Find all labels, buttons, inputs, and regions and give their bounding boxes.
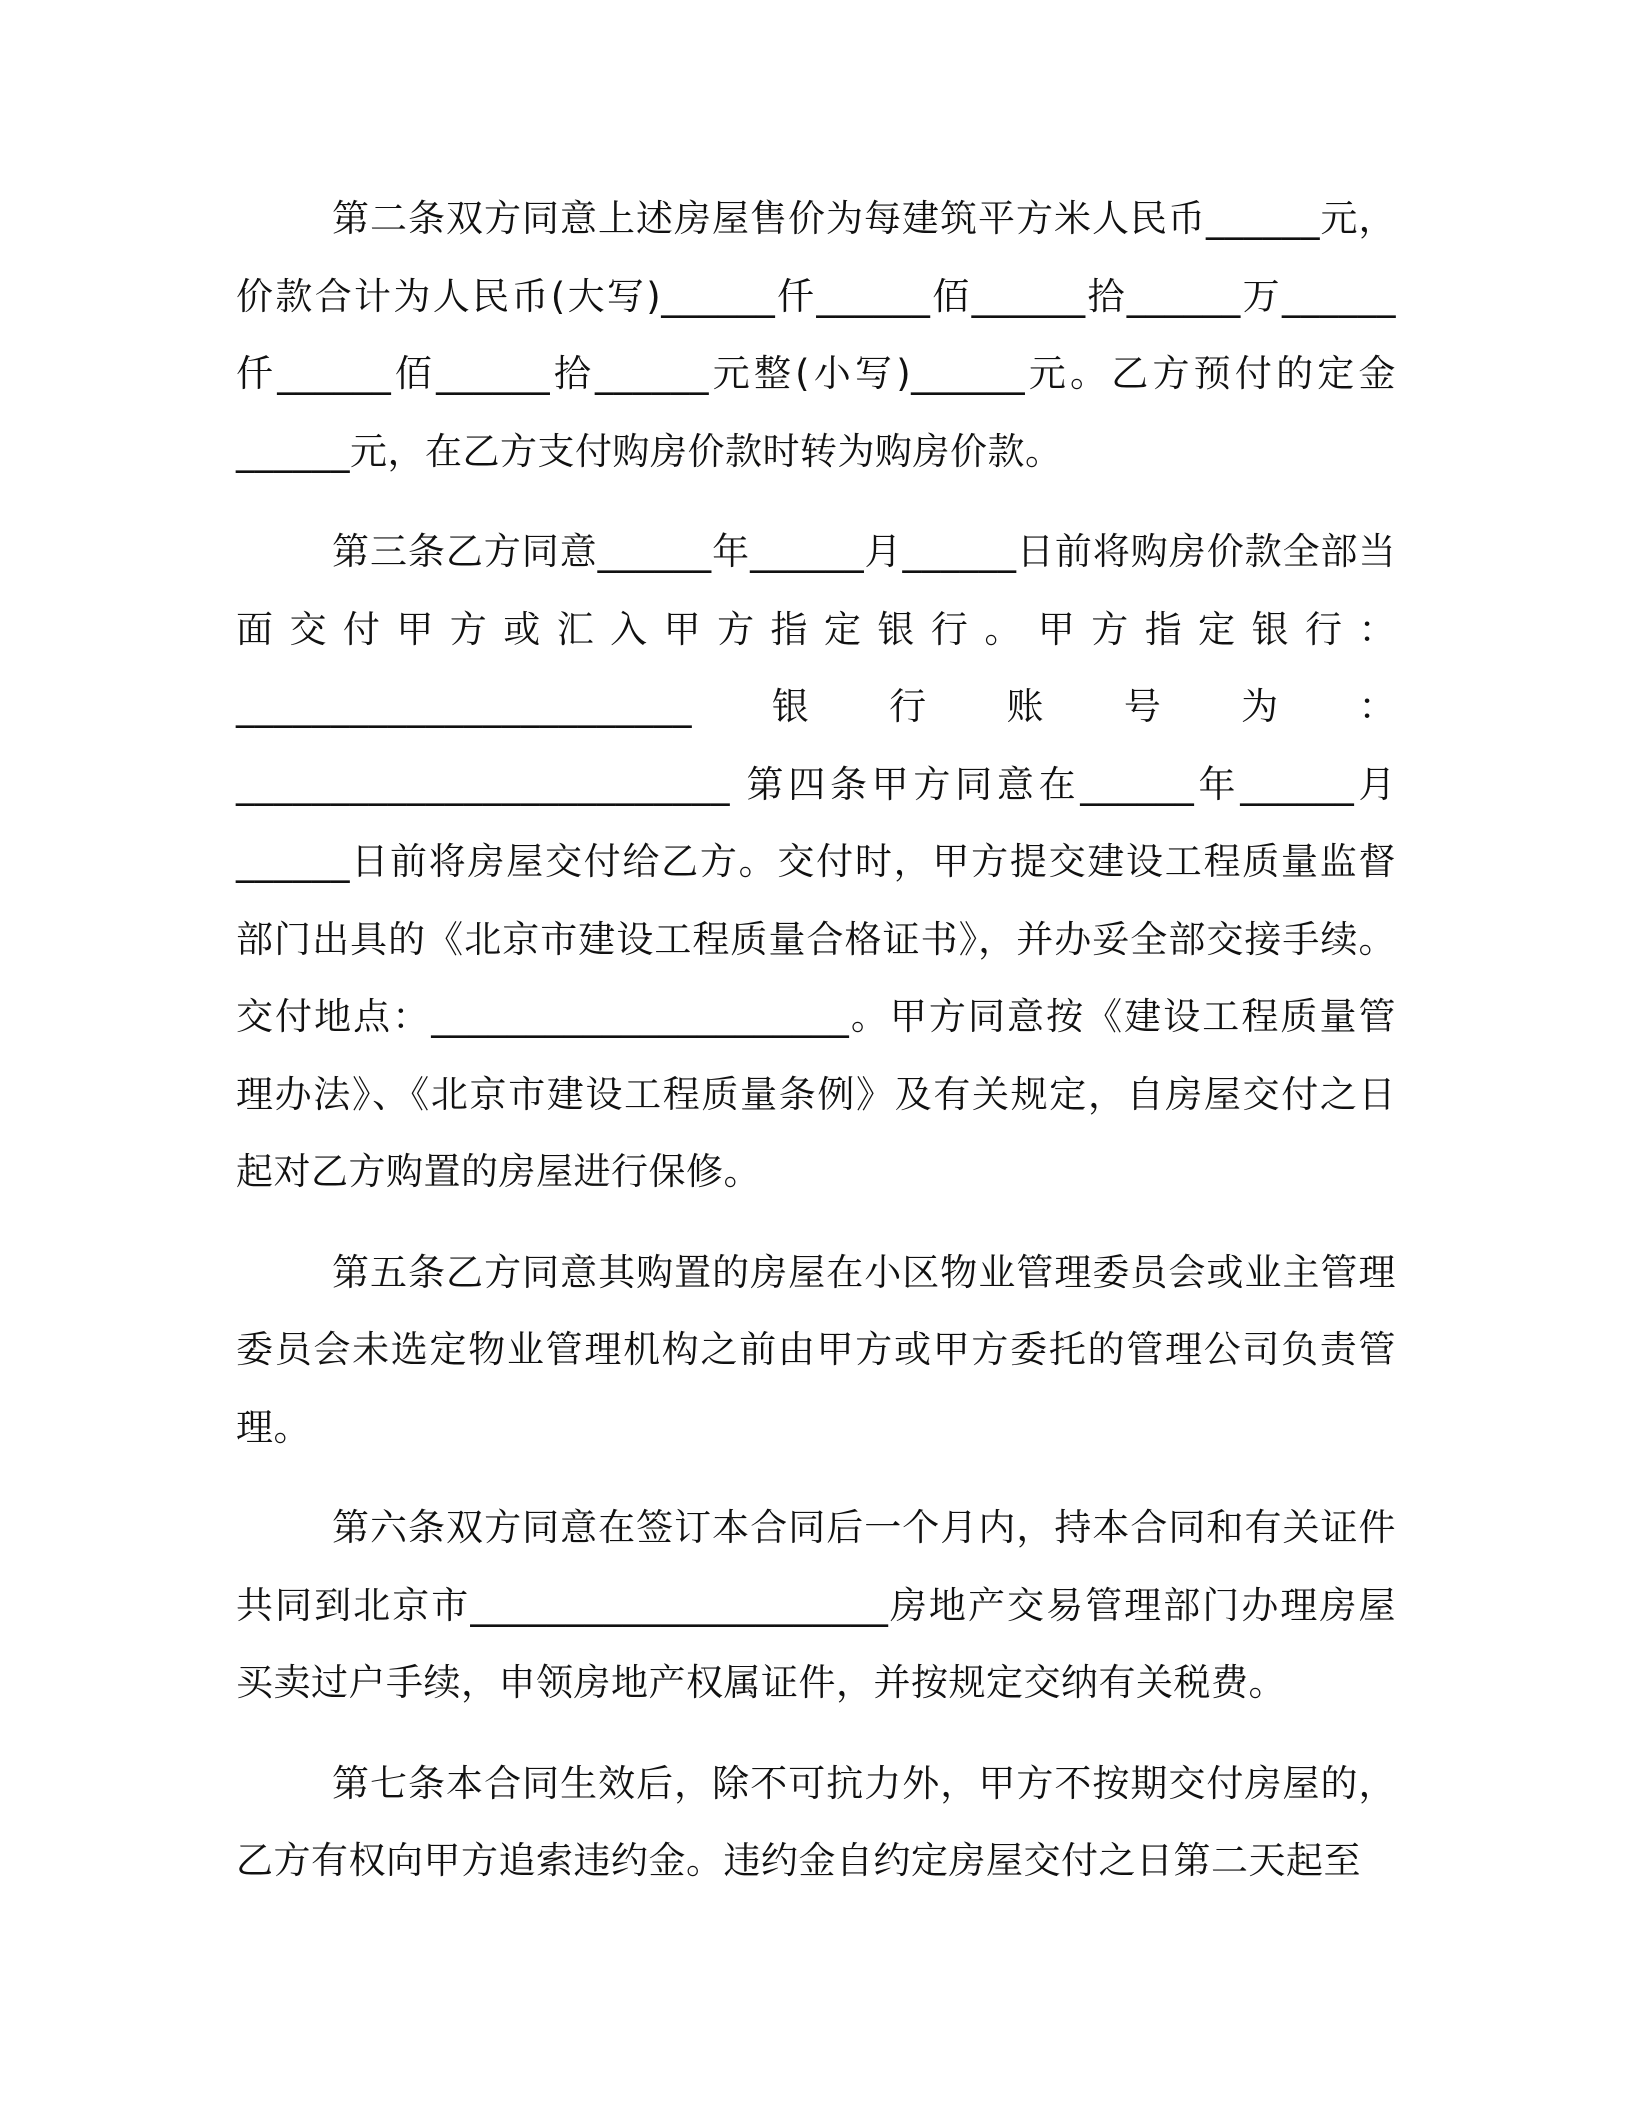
article-6-paragraph: 第六条双方同意在签订本合同后一个月内，持本合同和有关证件共同到北京市______________________房地产交易管理部门办理房屋买卖过户手续，申领房地产权属证件，并按规定交纳有关税费。 [236, 1506, 1396, 1704]
contract-body [236, 180, 1396, 1900]
article-2-paragraph: 第二条双方同意上述房屋售价为每建筑平方米人民币______元，价款合计为人民币(大写)______仟______佰______拾______万______仟______佰______拾______元整(小写)______元。乙方预付的定金______元，在乙方支付购房价款时转为购房价款。 [236, 197, 1396, 473]
article-3-4-paragraph: 第三条乙方同意______年______月______日前将购房价款全部当面交付甲方或汇入甲方指定银行。甲方指定银行：________________________银行账号为：__________________________ 第四条甲方同意在______年______月______日前将房屋交付给乙方。交付时，甲方提交建设工程质量监督部门出具的《北京市建设工程质量合格证书》，并办妥全部交接手续。交付地点：______________________。甲方同意按《建设工程质量管理办法》、《北京市建设工程质量条例》及有关规定，自房屋交付之日起对乙方购置的房屋进行保修。 [236, 530, 1396, 1193]
article-5-paragraph: 第五条乙方同意其购置的房屋在小区物业管理委员会或业主管理委员会未选定物业管理机构之前由甲方或甲方委托的管理公司负责管理。 [236, 1250, 1396, 1449]
article-7-paragraph: 第七条本合同生效后，除不可抗力外，甲方不按期交付房屋的，乙方有权向甲方追索违约金。违约金自约定房屋交付之日第二天起至 [236, 1761, 1396, 1882]
